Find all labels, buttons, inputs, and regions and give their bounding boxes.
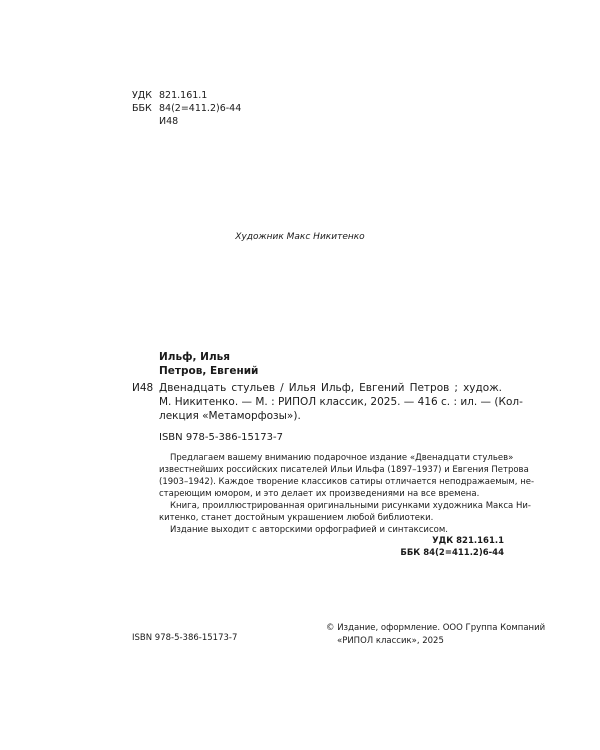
author-petrov: Петров, Евгений xyxy=(159,365,259,377)
annotation-line: Издание выходит с авторскими орфографией и синтаксисом. xyxy=(170,525,448,535)
annotation-line: китенко, станет достойным украшением любой библиотеки. xyxy=(159,513,434,523)
catalog-authors xyxy=(159,350,502,378)
copyright-notice xyxy=(326,622,545,648)
annotation-line: стареющим юмором, и это делает их произведениями на все времена. xyxy=(159,489,480,499)
author-ilf: Ильф, Илья xyxy=(159,351,231,363)
bbk-label: ББК xyxy=(132,103,152,114)
entry-line: Двенадцать стульев / Илья Ильф, Евгений Петров ; худож. xyxy=(159,382,502,394)
udk-right: УДК 821.161.1 xyxy=(432,536,504,546)
udk-value: 821.161.1 xyxy=(159,90,208,101)
catalog-entry-text xyxy=(159,381,523,423)
bbk-right: ББК 84(2=411.2)6-44 xyxy=(400,548,504,558)
copyright-line-2: «РИПОЛ классик», 2025 xyxy=(337,636,444,646)
udk-row xyxy=(132,89,241,102)
catalog-author-mark: И48 xyxy=(132,382,154,394)
udk-label: УДК xyxy=(132,90,152,101)
author-mark: И48 xyxy=(159,116,179,127)
footer-isbn: ISBN 978-5-386-15173-7 xyxy=(132,633,238,643)
illustrator-credit: Художник Макс Никитенко xyxy=(235,232,365,242)
copyright-line-1: © Издание, оформление. ООО Группа Компаний xyxy=(326,623,546,633)
annotation-line: Предлагаем вашему вниманию подарочное издание «Двенадцати стульев» xyxy=(170,453,514,463)
catalog-isbn: ISBN 978-5-386-15173-7 xyxy=(159,432,283,443)
annotation-line: известнейших российских писателей Ильи Ильфа (1897–1937) и Евгения Петрова xyxy=(159,465,529,475)
catalog-main-entry xyxy=(132,381,523,423)
bbk-row xyxy=(132,102,241,115)
annotation-line: Книга, проиллюстрированная оригинальными рисунками художника Макса Ни- xyxy=(170,501,531,511)
catalog-annotation xyxy=(159,452,535,536)
entry-line: лекция «Метаморфозы»). xyxy=(159,410,301,422)
annotation-line: (1903–1942). Каждое творение классиков сатиры отличается неподражаемым, не- xyxy=(159,477,535,487)
entry-line: М. Никитенко. — М. : РИПОЛ классик, 2025. — 416 с. : ил. — (Кол- xyxy=(159,396,523,408)
catalog-record xyxy=(132,350,535,536)
classification-block-right xyxy=(400,535,504,559)
classification-block xyxy=(132,89,241,128)
bbk-value: 84(2=411.2)6-44 xyxy=(159,103,242,114)
